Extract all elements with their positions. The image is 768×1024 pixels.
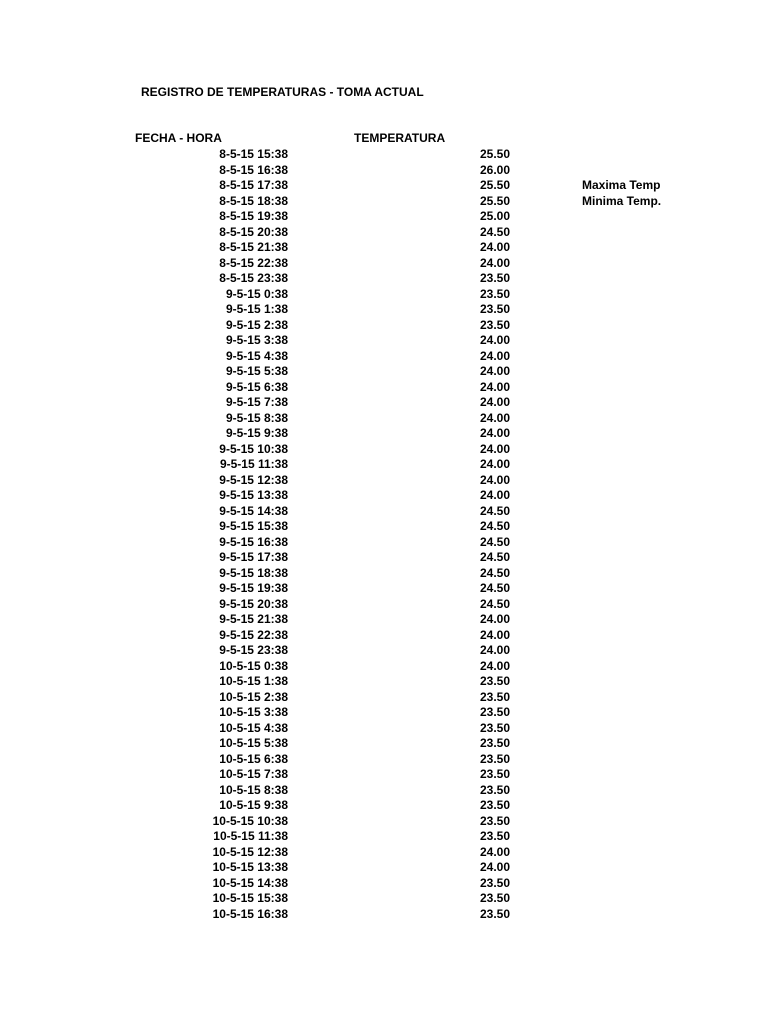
table-row xyxy=(0,473,768,489)
table-row xyxy=(0,659,768,675)
cell-fecha-hora: 8-5-15 21:38 xyxy=(219,240,288,254)
cell-fecha-hora: 9-5-15 12:38 xyxy=(219,472,288,487)
cell-temperatura: 24.50 xyxy=(479,550,510,564)
table-row xyxy=(0,194,768,210)
cell-temperatura: 24.00 xyxy=(479,379,510,394)
cell-temperatura: 23.50 xyxy=(479,782,510,797)
table-row xyxy=(0,318,768,334)
cell-fecha-hora: 8-5-15 18:38 xyxy=(219,193,288,208)
table-row xyxy=(0,581,768,597)
table-row xyxy=(0,519,768,535)
table-row xyxy=(0,798,768,814)
cell-temperatura: 23.50 xyxy=(479,689,510,704)
table-row xyxy=(0,178,768,194)
cell-temperatura: 24.00 xyxy=(479,441,510,456)
cell-temperatura: 24.00 xyxy=(479,348,510,363)
side-label: Maxima Temp xyxy=(582,178,661,192)
cell-fecha-hora: 9-5-15 19:38 xyxy=(219,581,288,595)
column-header-temperatura: TEMPERATURA xyxy=(354,131,446,145)
cell-fecha-hora: 9-5-15 8:38 xyxy=(225,410,288,425)
cell-fecha-hora: 10-5-15 5:38 xyxy=(219,736,288,750)
column-header-fecha-hora: FECHA - HORA xyxy=(135,131,222,145)
cell-temperatura: 25.50 xyxy=(479,178,510,192)
cell-fecha-hora: 9-5-15 18:38 xyxy=(219,565,288,580)
table-row xyxy=(0,395,768,411)
cell-fecha-hora: 9-5-15 13:38 xyxy=(219,488,288,502)
table-row xyxy=(0,814,768,830)
cell-temperatura: 24.50 xyxy=(479,519,510,533)
table-row xyxy=(0,488,768,504)
table-row xyxy=(0,566,768,582)
cell-fecha-hora: 9-5-15 15:38 xyxy=(219,519,288,533)
table-row xyxy=(0,225,768,241)
cell-fecha-hora: 9-5-15 11:38 xyxy=(219,457,288,471)
temperature-table xyxy=(0,147,768,922)
table-row xyxy=(0,256,768,272)
table-row xyxy=(0,752,768,768)
cell-temperatura: 24.00 xyxy=(479,860,510,874)
table-row xyxy=(0,829,768,845)
cell-fecha-hora: 9-5-15 21:38 xyxy=(219,612,288,626)
cell-temperatura: 23.50 xyxy=(479,813,510,828)
cell-fecha-hora: 8-5-15 16:38 xyxy=(219,162,288,177)
cell-fecha-hora: 10-5-15 16:38 xyxy=(212,906,288,921)
cell-temperatura: 24.50 xyxy=(479,596,510,611)
cell-temperatura: 24.00 xyxy=(479,426,510,440)
cell-fecha-hora: 9-5-15 0:38 xyxy=(225,286,288,301)
table-row xyxy=(0,721,768,737)
table-row xyxy=(0,612,768,628)
cell-temperatura: 23.50 xyxy=(479,829,510,843)
cell-temperatura: 24.00 xyxy=(479,612,510,626)
cell-temperatura: 24.00 xyxy=(479,410,510,425)
cell-temperatura: 23.50 xyxy=(479,736,510,750)
cell-fecha-hora: 10-5-15 14:38 xyxy=(212,875,288,890)
table-row xyxy=(0,550,768,566)
table-row xyxy=(0,690,768,706)
cell-fecha-hora: 9-5-15 17:38 xyxy=(219,550,288,564)
cell-temperatura: 23.50 xyxy=(479,720,510,735)
table-row xyxy=(0,287,768,303)
table-row xyxy=(0,845,768,861)
table-row xyxy=(0,411,768,427)
cell-temperatura: 23.50 xyxy=(479,286,510,301)
table-row xyxy=(0,209,768,225)
cell-temperatura: 23.50 xyxy=(479,906,510,921)
table-row xyxy=(0,240,768,256)
cell-temperatura: 24.50 xyxy=(479,581,510,595)
table-row xyxy=(0,783,768,799)
cell-temperatura: 26.00 xyxy=(479,162,510,177)
cell-fecha-hora: 10-5-15 1:38 xyxy=(219,674,288,688)
cell-temperatura: 24.00 xyxy=(479,333,510,347)
cell-fecha-hora: 9-5-15 4:38 xyxy=(225,348,288,363)
cell-fecha-hora: 8-5-15 19:38 xyxy=(219,209,288,223)
cell-temperatura: 24.00 xyxy=(479,844,510,859)
cell-temperatura: 24.50 xyxy=(479,503,510,518)
cell-temperatura: 25.50 xyxy=(479,147,510,161)
table-row xyxy=(0,426,768,442)
cell-temperatura: 24.50 xyxy=(479,565,510,580)
cell-temperatura: 25.00 xyxy=(479,209,510,223)
cell-temperatura: 23.50 xyxy=(479,798,510,812)
cell-temperatura: 24.00 xyxy=(479,627,510,642)
document-title: REGISTRO DE TEMPERATURAS - TOMA ACTUAL xyxy=(141,85,424,99)
cell-fecha-hora: 10-5-15 9:38 xyxy=(219,798,288,812)
table-row xyxy=(0,597,768,613)
cell-temperatura: 23.50 xyxy=(479,751,510,766)
cell-temperatura: 23.50 xyxy=(479,317,510,332)
table-row xyxy=(0,364,768,380)
table-row xyxy=(0,271,768,287)
table-row xyxy=(0,442,768,458)
cell-temperatura: 24.00 xyxy=(479,472,510,487)
table-row xyxy=(0,643,768,659)
table-row xyxy=(0,163,768,179)
table-row xyxy=(0,457,768,473)
table-row xyxy=(0,380,768,396)
cell-temperatura: 24.00 xyxy=(479,395,510,409)
cell-temperatura: 24.00 xyxy=(479,488,510,502)
table-row xyxy=(0,628,768,644)
cell-fecha-hora: 10-5-15 8:38 xyxy=(219,782,288,797)
cell-temperatura: 24.00 xyxy=(479,643,510,657)
cell-fecha-hora: 10-5-15 12:38 xyxy=(212,844,288,859)
table-row xyxy=(0,349,768,365)
table-row xyxy=(0,674,768,690)
table-row xyxy=(0,333,768,349)
table-row xyxy=(0,876,768,892)
cell-fecha-hora: 10-5-15 2:38 xyxy=(219,689,288,704)
cell-temperatura: 23.50 xyxy=(479,271,510,285)
cell-fecha-hora: 9-5-15 20:38 xyxy=(219,596,288,611)
cell-fecha-hora: 9-5-15 14:38 xyxy=(219,503,288,518)
cell-fecha-hora: 9-5-15 10:38 xyxy=(219,441,288,456)
cell-temperatura: 23.50 xyxy=(479,767,510,781)
cell-fecha-hora: 9-5-15 6:38 xyxy=(225,379,288,394)
cell-temperatura: 24.50 xyxy=(479,534,510,549)
cell-fecha-hora: 9-5-15 5:38 xyxy=(225,364,288,378)
cell-temperatura: 23.50 xyxy=(479,674,510,688)
cell-fecha-hora: 10-5-15 4:38 xyxy=(219,720,288,735)
table-row xyxy=(0,302,768,318)
cell-fecha-hora: 8-5-15 15:38 xyxy=(219,147,288,161)
cell-fecha-hora: 8-5-15 20:38 xyxy=(219,224,288,239)
cell-fecha-hora: 9-5-15 3:38 xyxy=(225,333,288,347)
table-row xyxy=(0,891,768,907)
cell-temperatura: 23.50 xyxy=(479,302,510,316)
cell-fecha-hora: 9-5-15 2:38 xyxy=(225,317,288,332)
cell-temperatura: 24.00 xyxy=(479,457,510,471)
cell-temperatura: 25.50 xyxy=(479,193,510,208)
cell-fecha-hora: 10-5-15 10:38 xyxy=(212,813,288,828)
cell-fecha-hora: 9-5-15 1:38 xyxy=(225,302,288,316)
table-row xyxy=(0,147,768,163)
table-row xyxy=(0,736,768,752)
cell-temperatura: 24.00 xyxy=(479,364,510,378)
cell-fecha-hora: 10-5-15 0:38 xyxy=(219,658,288,673)
cell-temperatura: 24.00 xyxy=(479,240,510,254)
cell-fecha-hora: 9-5-15 9:38 xyxy=(225,426,288,440)
cell-fecha-hora: 10-5-15 13:38 xyxy=(212,860,288,874)
cell-fecha-hora: 10-5-15 15:38 xyxy=(212,891,288,905)
cell-fecha-hora: 10-5-15 11:38 xyxy=(213,829,288,843)
cell-fecha-hora: 9-5-15 7:38 xyxy=(225,395,288,409)
cell-fecha-hora: 10-5-15 6:38 xyxy=(219,751,288,766)
cell-temperatura: 23.50 xyxy=(479,891,510,905)
table-row xyxy=(0,504,768,520)
cell-temperatura: 24.00 xyxy=(479,658,510,673)
cell-fecha-hora: 10-5-15 3:38 xyxy=(219,705,288,719)
cell-fecha-hora: 9-5-15 22:38 xyxy=(219,627,288,642)
cell-fecha-hora: 10-5-15 7:38 xyxy=(219,767,288,781)
table-row xyxy=(0,535,768,551)
cell-temperatura: 24.50 xyxy=(479,224,510,239)
cell-temperatura: 23.50 xyxy=(479,875,510,890)
cell-fecha-hora: 9-5-15 23:38 xyxy=(219,643,288,657)
table-row xyxy=(0,705,768,721)
table-row xyxy=(0,907,768,923)
table-row xyxy=(0,767,768,783)
side-label: Minima Temp. xyxy=(582,193,662,208)
cell-temperatura: 24.00 xyxy=(479,255,510,270)
cell-fecha-hora: 9-5-15 16:38 xyxy=(219,534,288,549)
cell-fecha-hora: 8-5-15 17:38 xyxy=(219,178,288,192)
cell-fecha-hora: 8-5-15 22:38 xyxy=(219,255,288,270)
cell-fecha-hora: 8-5-15 23:38 xyxy=(219,271,288,285)
cell-temperatura: 23.50 xyxy=(479,705,510,719)
table-row xyxy=(0,860,768,876)
